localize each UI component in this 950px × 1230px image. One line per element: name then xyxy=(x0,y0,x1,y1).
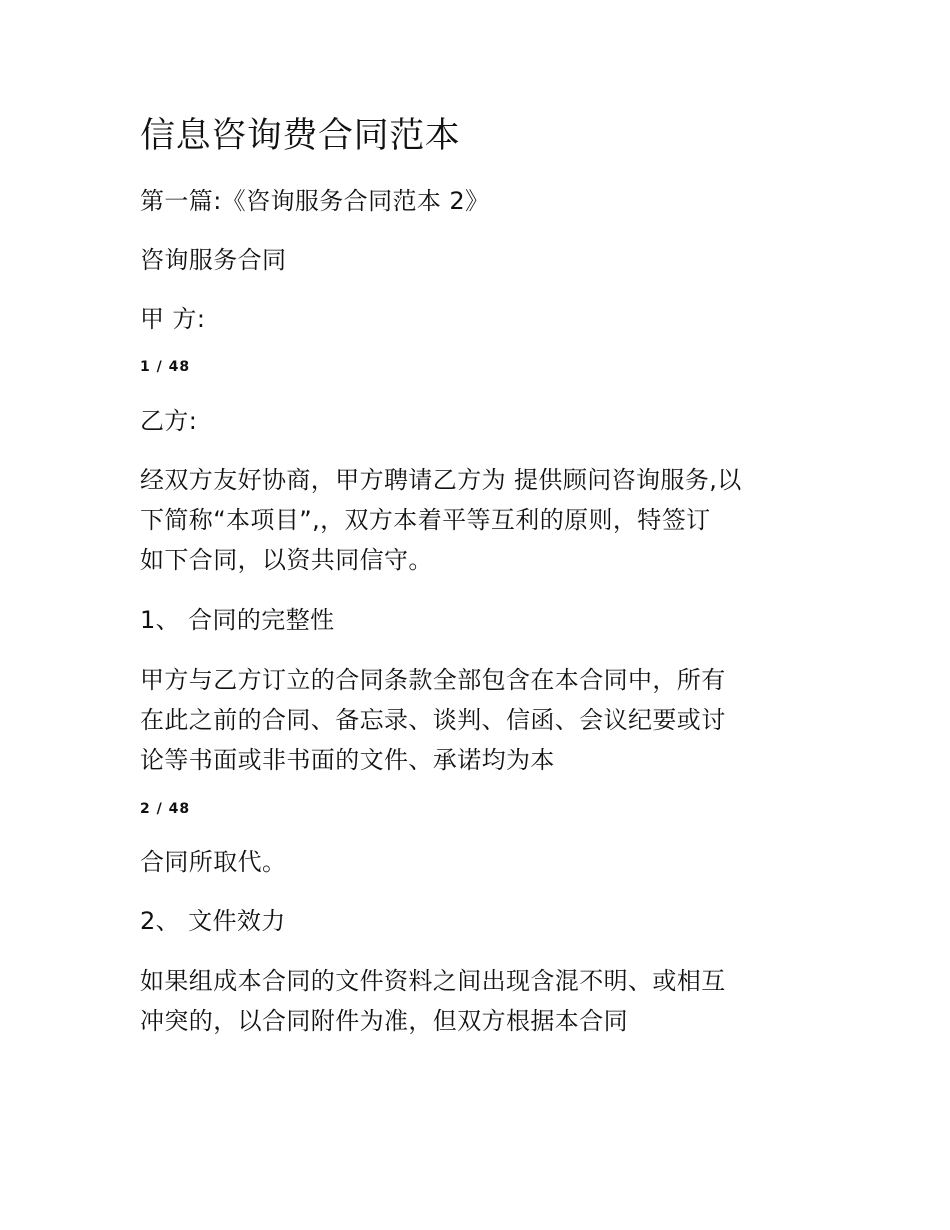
section-1-body-line: 甲方与乙方订立的合同条款全部包含在本合同中，所有 xyxy=(140,666,726,694)
intro-paragraph-line: 下简称“本项目”,，双方本着平等互利的原则，特签订 xyxy=(140,506,711,534)
section-1-body-line: 论等书面或非书面的文件、承诺均为本 xyxy=(140,746,555,774)
chapter-heading: 第一篇:《咨询服务合同范本 2》 xyxy=(140,187,490,215)
section-2-body-line: 如果组成本合同的文件资料之间出现含混不明、或相互 xyxy=(140,967,726,995)
section-1-body-line: 在此之前的合同、备忘录、谈判、信函、会议纪要或讨 xyxy=(140,706,726,734)
page-marker: 2 / 48 xyxy=(140,801,191,817)
party-a-label: 甲 方: xyxy=(140,305,206,333)
section-2-heading: 2、 文件效力 xyxy=(140,907,286,935)
section-1-continued: 合同所取代。 xyxy=(140,848,287,876)
page-marker: 1 / 48 xyxy=(140,359,191,375)
section-2-body-line: 冲突的，以合同附件为准，但双方根据本合同 xyxy=(140,1007,628,1035)
contract-heading: 咨询服务合同 xyxy=(140,246,287,274)
intro-paragraph-line: 如下合同，以资共同信守。 xyxy=(140,546,433,574)
intro-paragraph-line: 经双方友好协商，甲方聘请乙方为 提供顾问咨询服务,以 xyxy=(140,466,742,494)
document-title: 信息咨询费合同范本 xyxy=(140,116,461,156)
party-b-label: 乙方: xyxy=(140,407,198,435)
section-1-heading: 1、 合同的完整性 xyxy=(140,606,335,634)
